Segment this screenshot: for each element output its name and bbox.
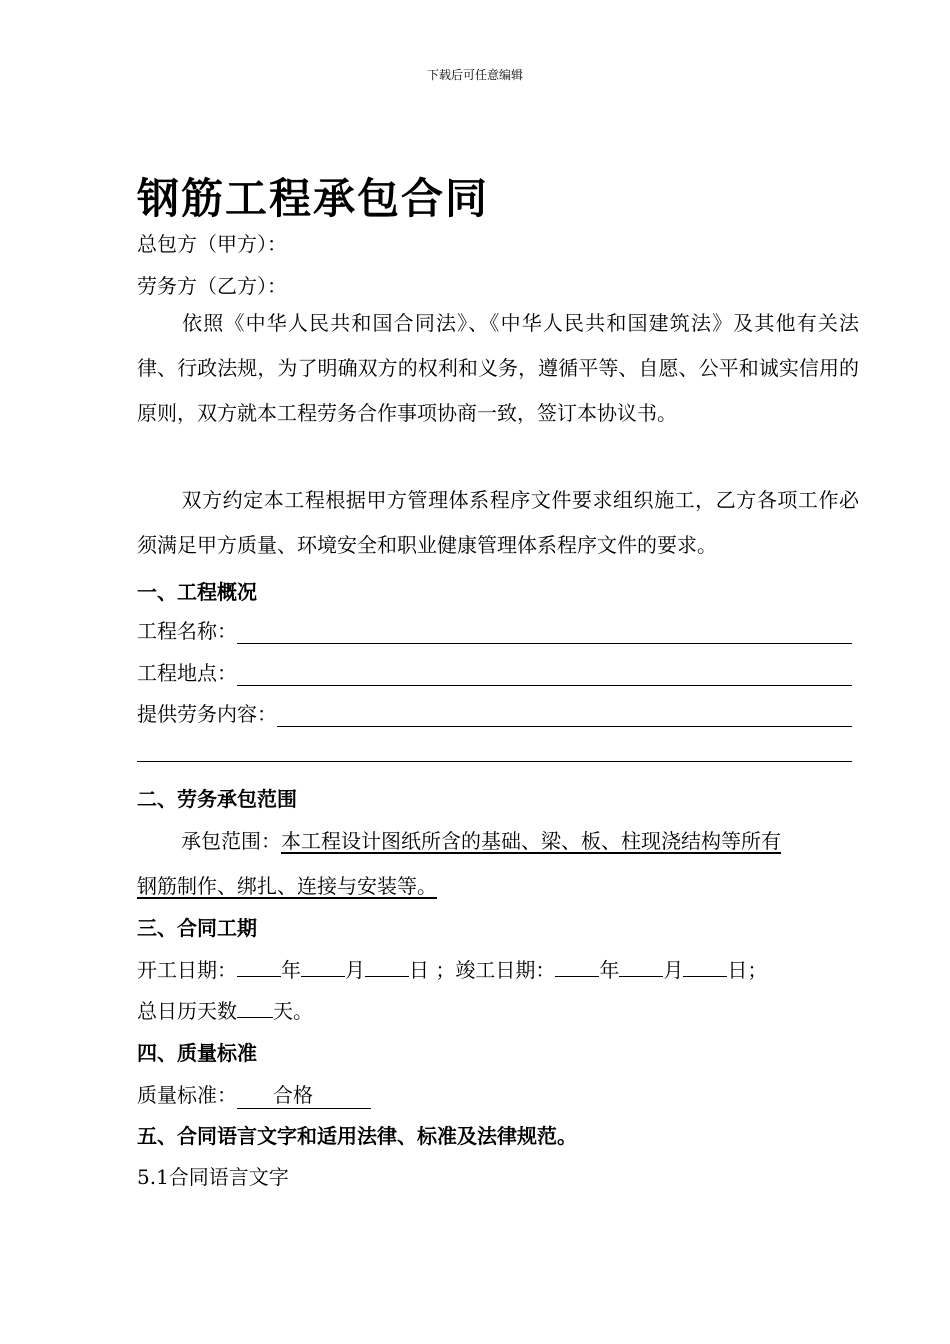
end-day-unit: 日； — [727, 958, 768, 982]
project-name-blank — [237, 619, 852, 644]
project-location-label: 工程地点： — [137, 661, 237, 685]
preamble-paragraph-1 — [137, 301, 859, 436]
start-date-label: 开工日期： — [137, 958, 237, 982]
section-2-heading: 二、劳务承包范围 — [137, 787, 297, 811]
service-content-blank-line-2 — [137, 761, 852, 762]
section-3-heading: 三、合同工期 — [137, 916, 257, 940]
project-name-label: 工程名称： — [137, 619, 237, 643]
scope-text-2: 钢筋制作、绑扎、连接与安装等。 — [137, 874, 437, 898]
section-1-heading: 一、工程概况 — [137, 580, 257, 604]
total-days-unit: 天。 — [273, 999, 313, 1023]
project-location-blank — [237, 661, 852, 686]
service-content-row — [137, 698, 852, 727]
start-day-blank — [365, 956, 409, 977]
service-content-label: 提供劳务内容： — [137, 702, 277, 726]
start-year-unit: 年 — [281, 958, 301, 982]
document-title: 钢筋工程承包合同 — [137, 174, 490, 223]
header-note: 下载后可任意编辑 — [426, 68, 523, 82]
start-day-unit: 日 ； — [409, 958, 456, 982]
service-content-blank — [277, 702, 852, 727]
end-month-blank — [619, 956, 663, 977]
total-days-row — [137, 995, 313, 1024]
preamble-paragraph-2 — [137, 478, 859, 568]
scope-line-1 — [137, 825, 781, 854]
start-month-unit: 月 — [345, 958, 365, 982]
dates-row — [137, 954, 767, 983]
scope-label: 承包范围： — [181, 829, 281, 853]
section-4-heading: 四、质量标准 — [137, 1041, 257, 1065]
quality-label: 质量标准： — [137, 1083, 237, 1107]
end-month-unit: 月 — [663, 958, 684, 982]
total-days-blank — [237, 997, 273, 1018]
section-5-heading: 五、合同语言文字和适用法律、标准及法律规范。 — [137, 1124, 577, 1148]
preamble-2-text: 双方约定本工程根据甲方管理体系程序文件要求组织施工，乙方各项工作必须满足甲方质量、环境安全和职业健康管理体系程序文件的要求。 — [137, 488, 859, 557]
scope-text-1: 本工程设计图纸所含的基础、梁、板、柱现浇结构等所有 — [281, 829, 781, 853]
end-year-blank — [555, 956, 599, 977]
quality-row — [137, 1079, 371, 1109]
end-year-unit: 年 — [599, 958, 620, 982]
start-month-blank — [301, 956, 345, 977]
preamble-1-text: 依照《中华人民共和国合同法》、《中华人民共和国建筑法》及其他有关法律、行政法规，为了明确双方的权利和义务，遵循平等、自愿、公平和诚实信用的原则，双方就本工程劳务合作事项协商一致，签订本协议书。 — [137, 311, 859, 425]
start-year-blank — [237, 956, 281, 977]
total-days-label: 总日历天数 — [137, 999, 237, 1023]
project-name-row — [137, 615, 852, 644]
project-location-row — [137, 657, 852, 686]
section-5-1-heading: 5.1合同语言文字 — [137, 1165, 289, 1189]
party-b-label: 劳务方（乙方）： — [137, 274, 287, 298]
party-a-label: 总包方（甲方）： — [137, 232, 287, 256]
end-day-blank — [683, 956, 727, 977]
quality-value: 合格 — [237, 1079, 371, 1109]
scope-line-2 — [137, 870, 437, 899]
end-date-label: 竣工日期： — [455, 958, 556, 982]
